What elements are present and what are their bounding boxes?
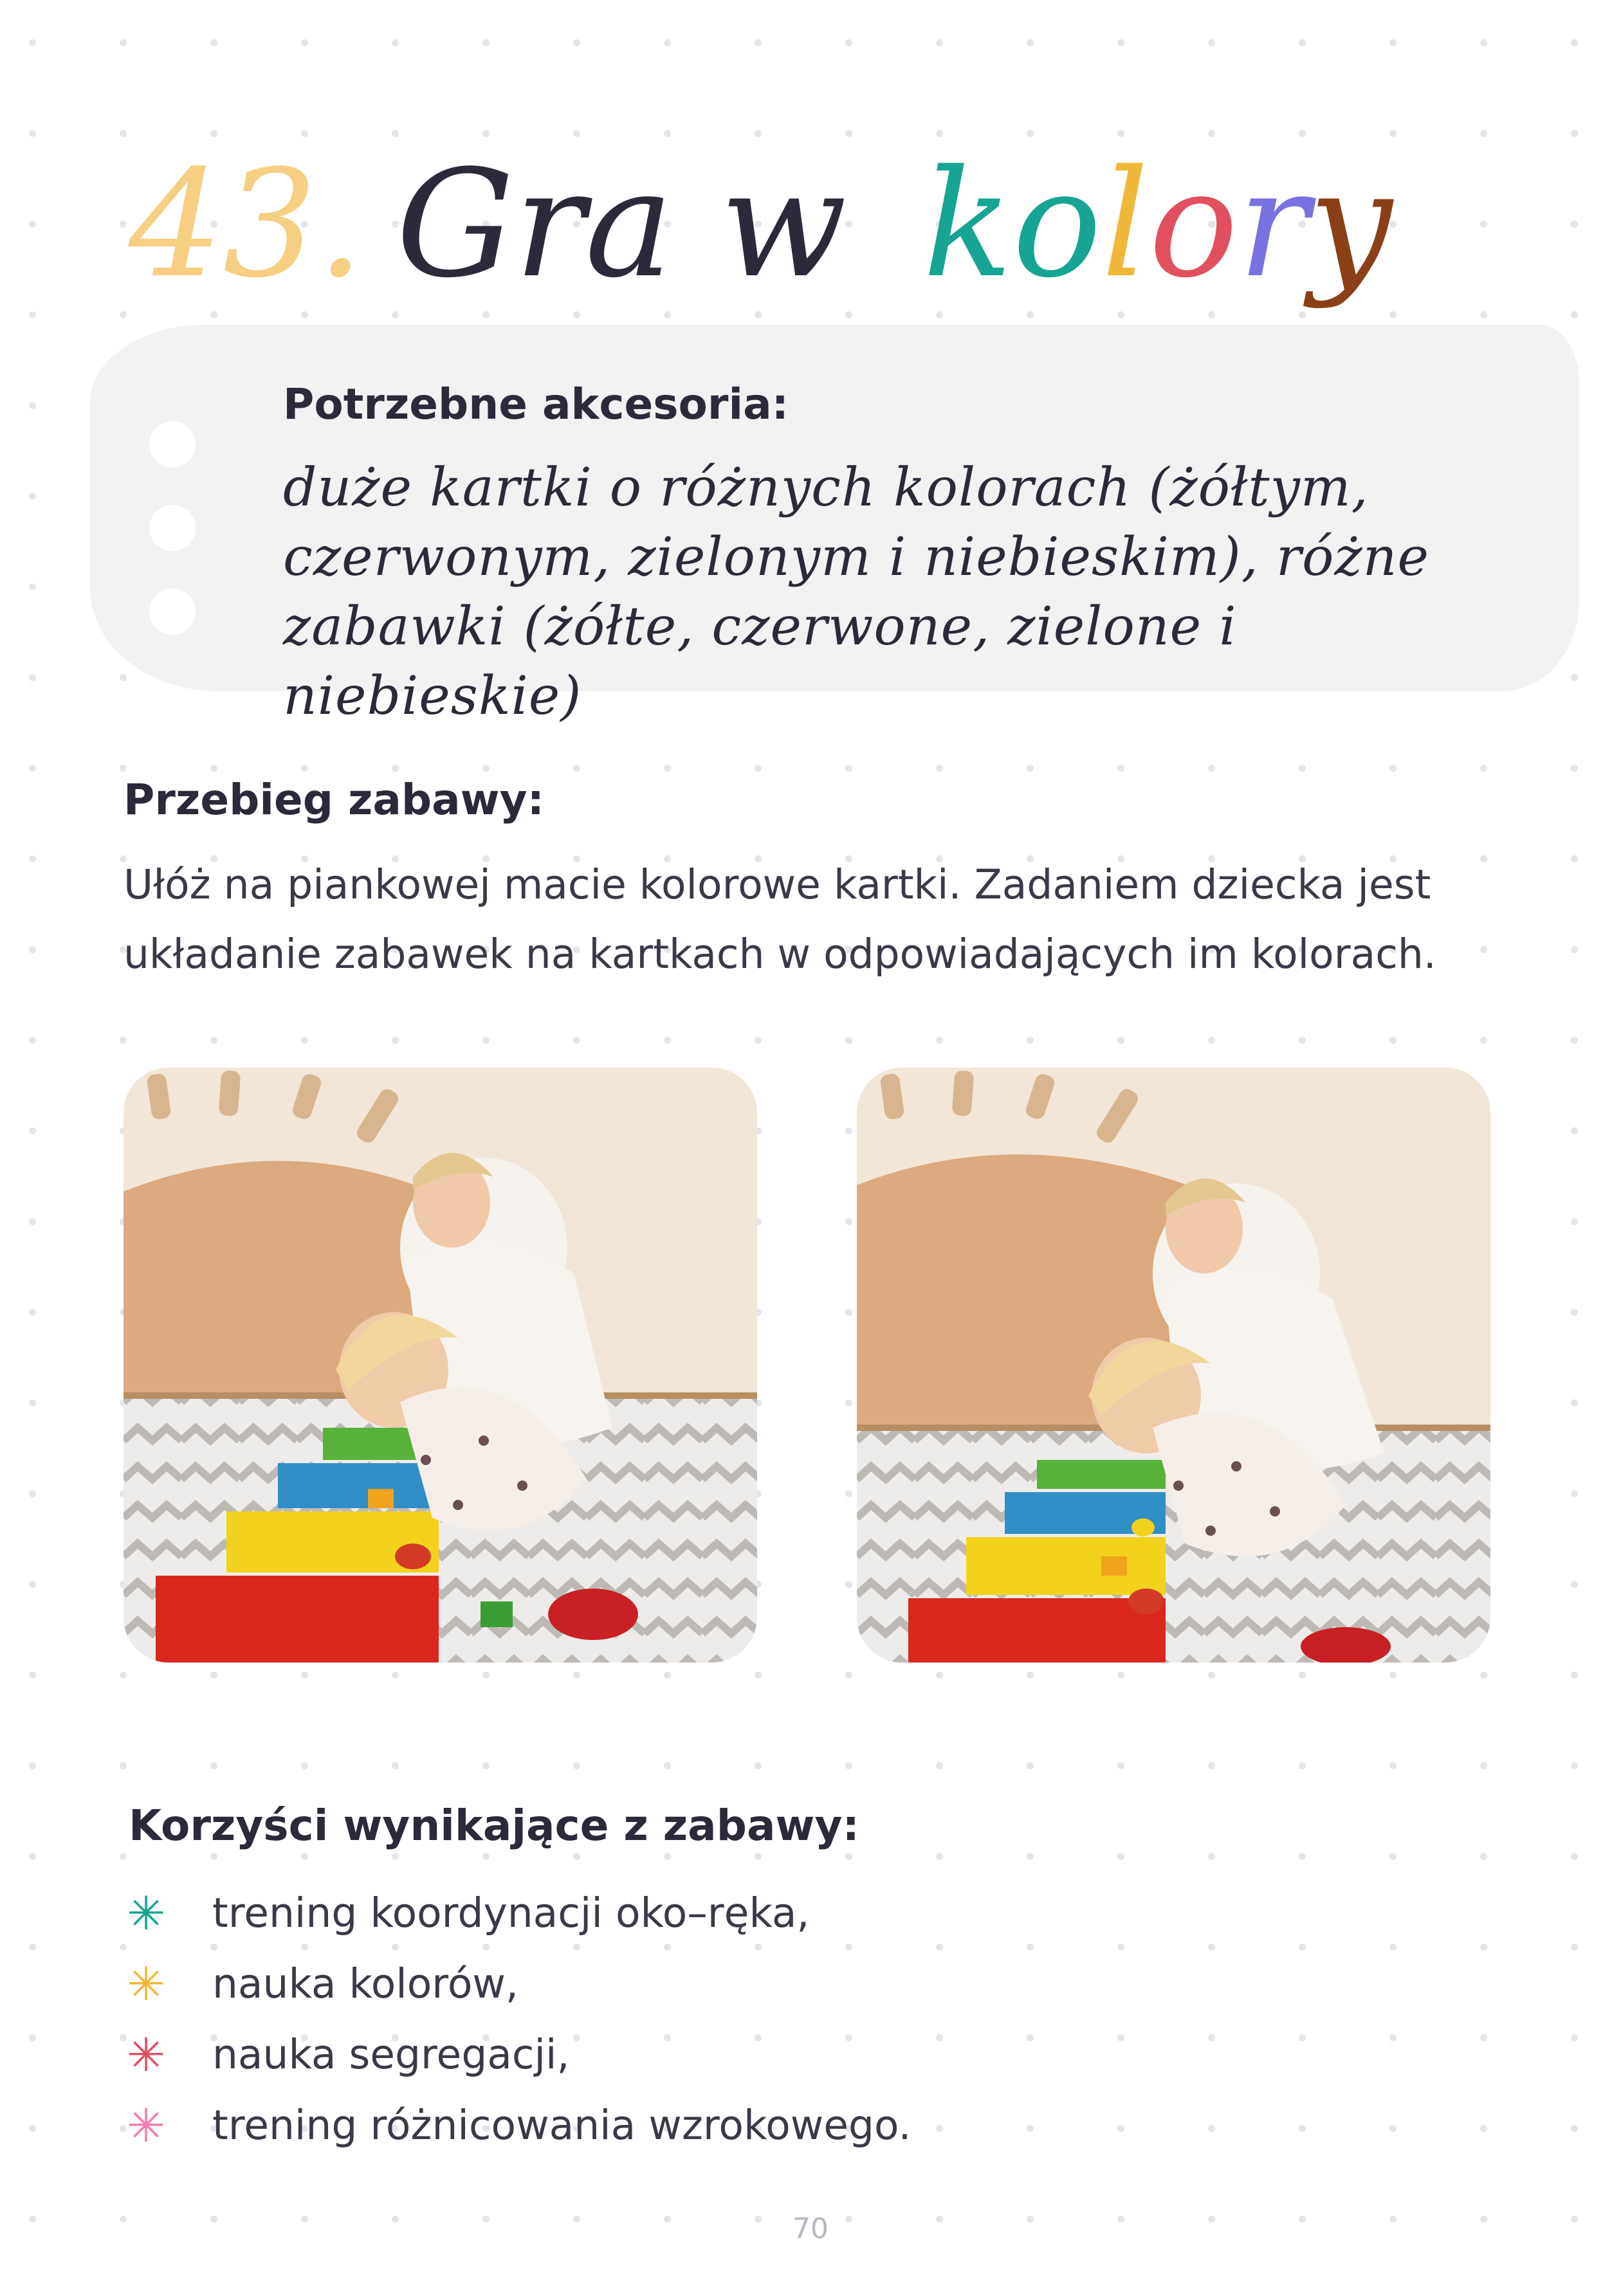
procedure-line: Ułóż na piankowej macie kolorowe kartki. Zadaniem dziecka jest: [124, 861, 1431, 908]
asterisk-icon: ✳: [126, 2028, 166, 2082]
benefit-item: [124, 2090, 911, 2161]
accessories-line: duże kartki o różnych kolorach (żółtym,: [283, 457, 1369, 518]
benefit-text: trening różnicowania wzrokowego.: [212, 2102, 911, 2149]
benefits-list: [124, 1878, 911, 2161]
benefit-item: [124, 1878, 911, 1949]
asterisk-icon: ✳: [126, 2099, 166, 2153]
page-title: [129, 129, 1393, 322]
page-number: 70: [792, 2212, 829, 2245]
procedure-heading: Przebieg zabawy:: [124, 775, 545, 825]
benefit-item: [124, 1949, 911, 2019]
title-letter: k: [922, 139, 1013, 311]
title-letter: r: [1238, 139, 1309, 311]
title-letter: y: [1308, 139, 1393, 311]
title-dot: .: [316, 139, 364, 311]
title-letter: o: [1012, 139, 1102, 311]
asterisk-icon: ✳: [126, 1957, 166, 2011]
procedure-text: [124, 850, 1539, 989]
title-letter: o: [1149, 139, 1238, 311]
procedure-line: układanie zabawek na kartkach w odpowiadających im kolorach.: [124, 931, 1436, 978]
benefit-text: trening koordynacji oko–ręka,: [212, 1890, 810, 1936]
binder-hole: [149, 421, 196, 468]
asterisk-icon: ✳: [126, 1886, 166, 1940]
benefit-text: nauka kolorów,: [212, 1960, 518, 2007]
title-number: 43: [129, 139, 317, 311]
activity-photo-2: [857, 1068, 1490, 1663]
benefit-item: [124, 2019, 911, 2090]
photo-illustration: [124, 1068, 757, 1663]
benefits-heading: Korzyści wynikające z zabawy:: [129, 1801, 859, 1850]
activity-photo-1: [124, 1068, 757, 1663]
title-colored-word: [923, 139, 1393, 311]
benefit-text: nauka segregacji,: [212, 2031, 570, 2078]
photo-illustration: [857, 1068, 1490, 1663]
title-text: Gra w: [396, 139, 847, 311]
binder-hole: [149, 505, 196, 551]
binder-hole: [149, 588, 196, 635]
accessories-heading: Potrzebne akcesoria:: [283, 379, 789, 429]
accessories-line: czerwonym, zielonym i niebieskim), różne: [283, 527, 1430, 588]
title-letter: l: [1101, 139, 1149, 311]
accessories-list: [283, 453, 1518, 731]
accessories-line: zabawki (żółte, czerwone, zielone i niebieskie): [283, 596, 1237, 727]
